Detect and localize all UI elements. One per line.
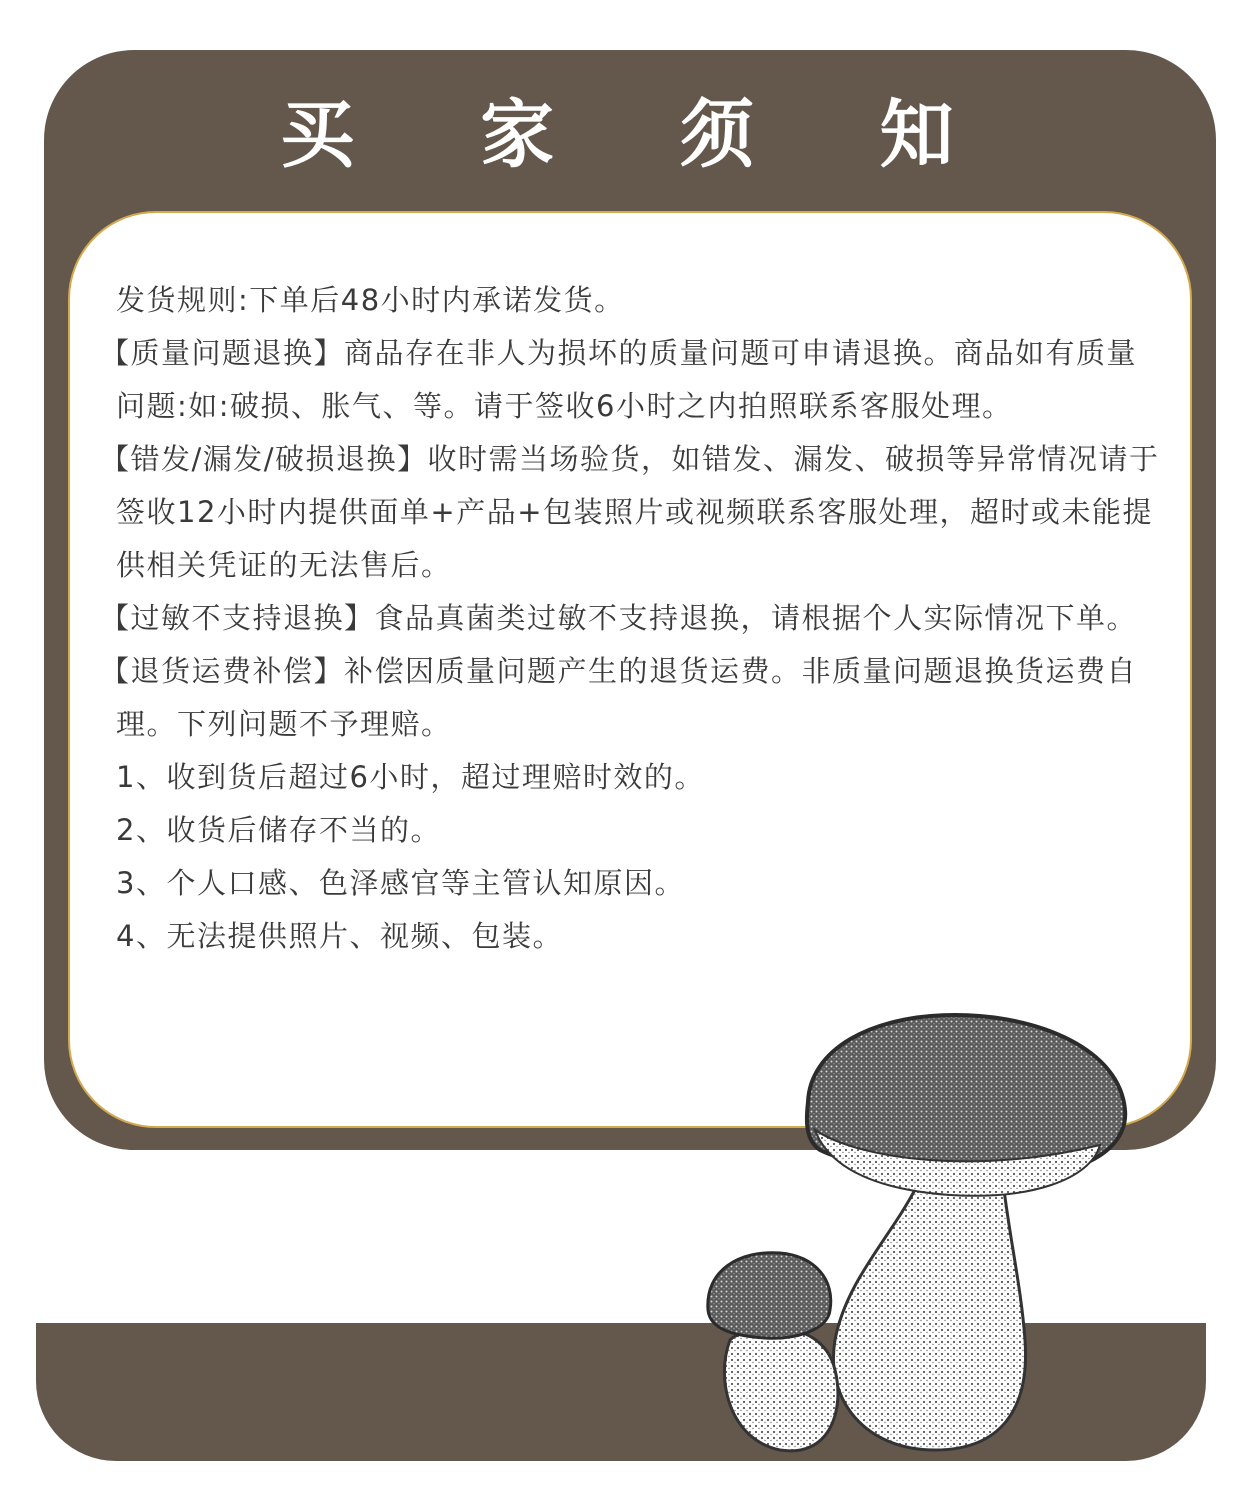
- mushroom-illustration-icon: [700, 1010, 1140, 1460]
- notice-content: [100, 274, 1160, 963]
- return-shipping-rule: 【退货运费补偿】补偿因质量问题产生的退货运费。非质量问题退换货运费自理。下列问题不予理赔。: [100, 654, 1138, 741]
- page-title: 买 家 须 知: [280, 92, 1004, 178]
- wrong-missing-damaged-rule: 【错发/漏发/破损退换】收时需当场验货，如错发、漏发、破损等异常情况请于签收12小时内提供面单+产品+包装照片或视频联系客服处理，超时或未能提供相关凭证的无法售后。: [100, 442, 1160, 582]
- shipping-rule: 发货规则:下单后48小时内承诺发货。: [116, 283, 625, 317]
- exclusion-item-2: 2、收货后储存不当的。: [116, 813, 441, 847]
- exclusion-item-1: 1、收到货后超过6小时，超过理赔时效的。: [116, 760, 705, 794]
- exclusion-item-3: 3、个人口感、色泽感官等主管认知原因。: [116, 866, 685, 900]
- allergy-rule: 【过敏不支持退换】食品真菌类过敏不支持退换，请根据个人实际情况下单。: [100, 601, 1138, 635]
- quality-return-rule: 【质量问题退换】商品存在非人为损坏的质量问题可申请退换。商品如有质量问题:如:破损、胀气、等。请于签收6小时之内拍照联系客服处理。: [100, 336, 1138, 423]
- exclusion-item-4: 4、无法提供照片、视频、包装。: [116, 919, 563, 953]
